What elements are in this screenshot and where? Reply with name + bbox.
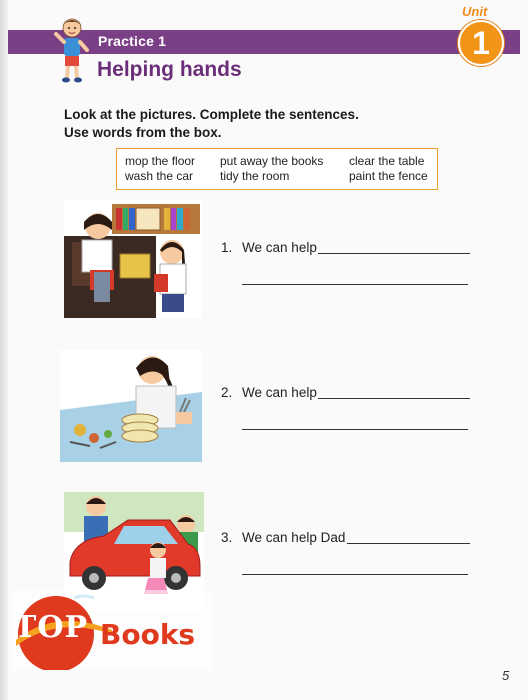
practice-label: Practice 1 <box>98 33 167 49</box>
page-number: 5 <box>502 668 510 683</box>
table-illustration <box>60 350 202 462</box>
question-1 <box>221 240 317 255</box>
watermark-books-text: Books <box>100 618 196 651</box>
question-number: 2. <box>221 385 233 400</box>
word-box <box>116 148 438 190</box>
word-option: wash the car <box>125 169 194 183</box>
word-option: put away the books <box>220 154 324 168</box>
question-number: 3. <box>221 530 233 545</box>
word-option: paint the fence <box>349 169 428 183</box>
unit-label: Unit <box>462 4 488 19</box>
instruction-line: Look at the pictures. Complete the sentences. <box>64 107 359 122</box>
answer-line <box>347 543 470 544</box>
question-2 <box>221 385 317 400</box>
answer-line <box>242 429 468 430</box>
question-text: We can help <box>242 385 317 400</box>
answer-line <box>242 574 468 575</box>
question-3 <box>221 530 345 545</box>
answer-line <box>318 253 470 254</box>
answer-line <box>318 398 470 399</box>
boy-mascot-illustration <box>52 14 92 86</box>
question-number: 1. <box>221 240 233 255</box>
word-option: mop the floor <box>125 154 196 168</box>
word-option: tidy the room <box>220 169 290 183</box>
instruction-line: Use words from the box. <box>64 125 222 140</box>
watermark-top-text: TOP <box>14 610 89 645</box>
page-edge <box>0 0 8 700</box>
question-text: We can help Dad <box>242 530 346 545</box>
unit-number-badge: 1 <box>458 20 504 66</box>
word-option: clear the table <box>349 154 425 168</box>
books-illustration <box>64 200 202 318</box>
question-text: We can help <box>242 240 317 255</box>
answer-line <box>242 284 468 285</box>
page-title: Helping hands <box>97 58 242 81</box>
instructions <box>64 106 359 142</box>
